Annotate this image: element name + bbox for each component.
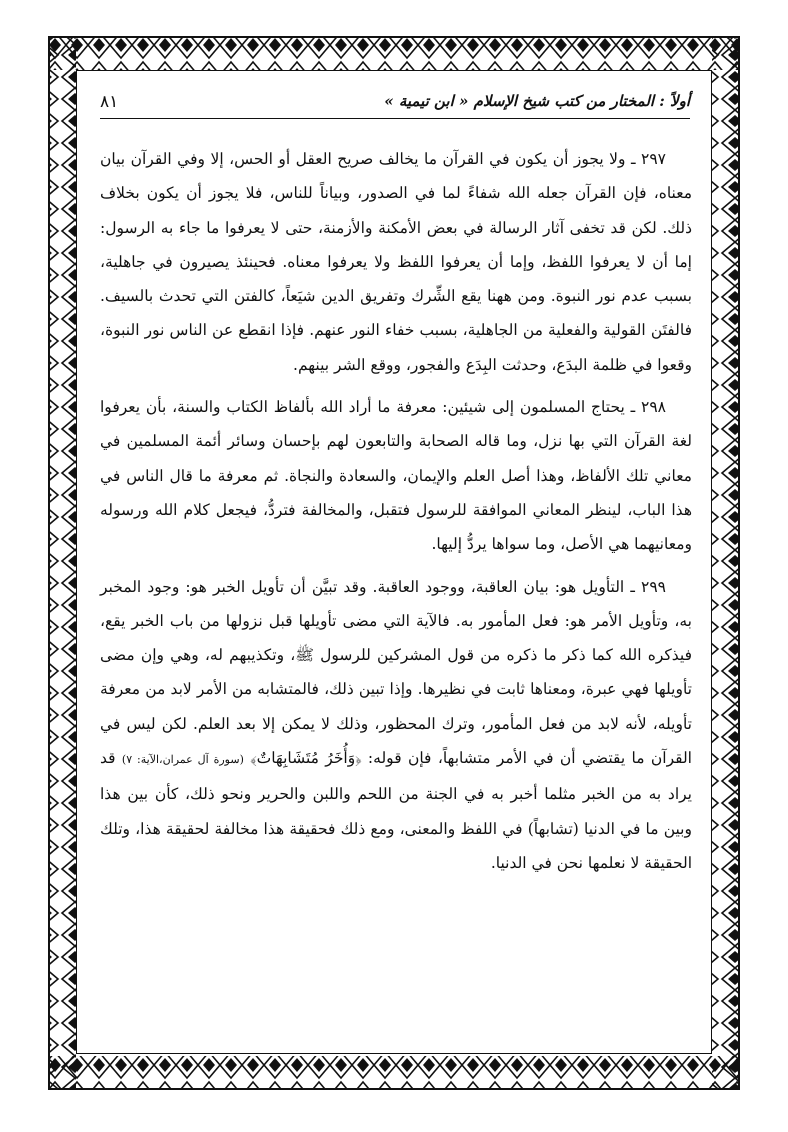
paragraph-299 xyxy=(100,570,692,881)
paragraph-299-part-2: قد يراد به من الخبر مثلما أخبر به في الجنة من اللحم واللبن والحرير ونحو ذلك، كأن بين هذا وبين ما في الدنيا (تشابهاً) في اللفظ والمعنى، ومع ذلك فحقيقة هذا مخالفة لحقيقة هذا، وتلك الحقيقة لا نعلمها نحن في الدنيا. xyxy=(100,749,692,872)
page-body xyxy=(100,142,692,880)
page-number: ٨١ xyxy=(100,92,119,112)
page-header xyxy=(100,88,690,118)
header-rule xyxy=(100,118,690,119)
running-title: أولاً : المختار من كتب شيخ الإسلام « ابن تيمية » xyxy=(384,92,690,110)
paragraph-297: ٢٩٧ ـ ولا يجوز أن يكون في القرآن ما يخالف صريح العقل أو الحس، إلا وفي القرآن بيان معناه، فإن القرآن جعله الله شفاءً لما في الصدور، وبياناً للناس، فلا يجوز أن يكون بخلاف ذلك. لكن قد تخفى آثار الرسالة في بعض الأمكنة والأزمنة، حتى لا يعرفوا ما جاء به الرسول: إما أن لا يعرفوا اللفظ، وإما أن يعرفوا اللفظ ولا يعرفوا معناه. فحينئذ يصيرون في جاهلية، بسبب عدم نور النبوة. ومن ههنا يقع الشِّرك وتفريق الدين شيَعاً، كالفتن التي تحدث بالسيف. فالفتَن القولية والفعلية من الجاهلية، بسبب خفاء النور عنهم. فإذا انقطع عن الناس نور النبوة، وقعوا في ظلمة البدَع، وحدثت البِدَع والفجور، ووقع الشر بينهم. xyxy=(100,150,692,374)
quran-citation: (سورة آل عمران،الآية: ٧) xyxy=(121,753,244,767)
paragraph-299-part-1: ٢٩٩ ـ التأويل هو: بيان العاقبة، ووجود العاقبة. وقد تبيَّن أن تأويل الخبر هو: وجود المخبر به، وتأويل الأمر هو: فعل المأمور به. فالآية التي مضى تأويلها قبل نزولها من باب الخبر يقع، فيذكره الله كما ذكر ما ذكره من قول المشركين للرسول ﷺ، وتكذيبهم له، وهي وإن مضى تأويلها فهي عبرة، ومعناها ثابت في نظيرها. وإذا تبين ذلك، فالمتشابه من الأمر لابد من معرفة تأويله، لأنه لابد من فعل المأمور، وترك المحظور، وذلك لا يمكن إلا بعد العلم. لكن ليس في القرآن ما يقتضي أن في الأمر متشابهاً، فإن قوله: ﴿وَأُخَرُ مُتَشَابِهَاتٌ﴾ xyxy=(100,577,692,768)
paragraph-298: ٢٩٨ ـ يحتاج المسلمون إلى شيئين: معرفة ما أراد الله بألفاظ الكتاب والسنة، بأن يعرفوا لغة القرآن التي بها نزل، وما قاله الصحابة والتابعون لهم بإحسان وسائر أئمة المسلمين في معاني تلك الألفاظ، وهذا أصل العلم والإيمان، والسعادة والنجاة. ثم معرفة ما قال الناس في هذا الباب، لينظر المعاني الموافقة للرسول فتقبل، والمخالفة فتردُّ، فيجعل كلام الله ورسوله ومعانيهما هي الأصل، وما سواها يردُّ إليها. xyxy=(100,398,692,554)
